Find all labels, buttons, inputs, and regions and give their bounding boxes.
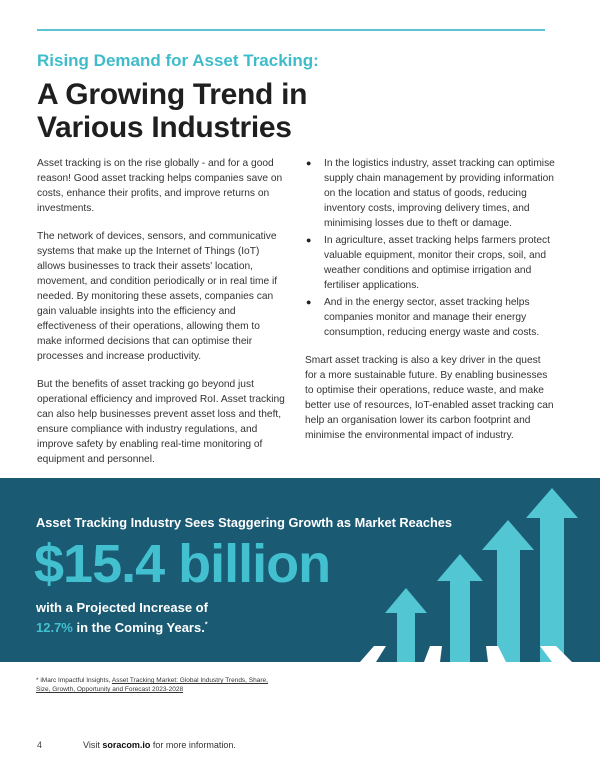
stats-banner bbox=[0, 478, 600, 662]
right-column bbox=[305, 156, 555, 456]
projected-line-2-text: in the Coming Years. bbox=[72, 620, 205, 635]
stripe-2 bbox=[424, 646, 442, 662]
visit-prefix: Visit bbox=[83, 740, 103, 750]
footnote bbox=[36, 676, 276, 694]
arrow-3-icon bbox=[482, 520, 534, 662]
visit-line bbox=[83, 740, 236, 750]
industry-bullet-list bbox=[305, 156, 555, 340]
projected-line-2 bbox=[36, 620, 208, 635]
left-column bbox=[37, 156, 287, 480]
visit-suffix: for more information. bbox=[150, 740, 236, 750]
footnote-marker: * bbox=[204, 621, 208, 629]
bullet-energy: ● And in the energy sector, asset tracking helps companies monitor and manage their energy consumption, reducing energy waste and costs. bbox=[305, 295, 555, 340]
projected-line-1: with a Projected Increase of bbox=[36, 600, 208, 615]
paragraph-iot: The network of devices, sensors, and communicative systems that make up the Internet of Things (IoT) allows businesses to track their assets' location, movement, and condition periodically or in real time if needed. By monitoring these assets, companies can gain valuable insights into the efficiency and effectiveness of their operations, allowing them to make informed decisions that can optimise their processes and increase productivity. bbox=[37, 231, 278, 362]
page-title: A Growing Trend in Various Industries bbox=[37, 78, 308, 144]
section-kicker: Rising Demand for Asset Tracking: bbox=[37, 51, 319, 70]
site-link[interactable]: soracom.io bbox=[102, 740, 151, 750]
paragraph-sustainability: Smart asset tracking is also a key driver in the quest for a more sustainable future. By enabling businesses to optimise their operations, reduce waste, and make better use of resources, IoT-enabled asset tracking can help an organisation lower its carbon footprint and minimise the environmental impact of industry. bbox=[305, 355, 554, 441]
bullet-agriculture: ● In agriculture, asset tracking helps farmers protect valuable equipment, monitor their crops, soil, and weather conditions and optimise irrigation and fertiliser applications. bbox=[305, 233, 555, 293]
market-value: $15.4 billion bbox=[34, 534, 331, 594]
arrow-2-icon bbox=[437, 554, 483, 662]
footnote-source-link[interactable]: Asset Tracking Market: Global Industry Trends, Share, Size, Growth, Opportunity and Forecast 2023-2028 bbox=[36, 677, 268, 693]
banner-headline: Asset Tracking Industry Sees Staggering Growth as Market Reaches bbox=[36, 515, 453, 530]
top-rule bbox=[37, 29, 545, 31]
paragraph-intro: Asset tracking is on the rise globally - and for a good reason! Good asset tracking helps companies save on costs, enhance their profits, and improve returns on investments. bbox=[37, 158, 283, 214]
footnote-prefix: * iMarc Impactful Insights, bbox=[36, 677, 112, 684]
arrow-1-icon bbox=[385, 588, 427, 662]
page-number: 4 bbox=[37, 740, 43, 750]
bullet-logistics: ● In the logistics industry, asset tracking can optimise supply chain management by providing information on the location and status of goods, reducing inventory costs, improving delivery times, and minimising losses due to theft or damage. bbox=[305, 156, 555, 231]
paragraph-benefits: But the benefits of asset tracking go beyond just operational efficiency and improved RoI. Asset tracking can also help businesses prevent asset loss and theft, ensure compliance with industry regulations, and improve safety by enabling real-time monitoring of equipment and personnel. bbox=[37, 379, 285, 465]
growth-percent: 12.7% bbox=[36, 620, 73, 635]
arrow-4-icon bbox=[526, 488, 578, 662]
stripe-1 bbox=[360, 646, 386, 662]
